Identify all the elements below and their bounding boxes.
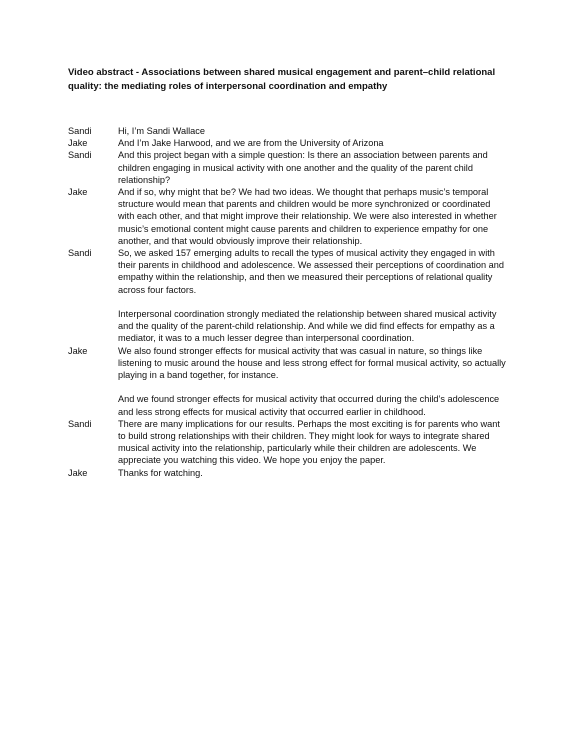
speaker-name: Jake <box>68 467 88 478</box>
spoken-text: And if so, why might that be? We had two ideas. We thought that perhaps music’s temporal structure would mean that parents and children would be more synchronized or coordinated with each other, and that might improve their relationship. We were also interested in whether music’s emotional content might cause parents and children to experience empathy for one another, and that would obviously improve their relationship. <box>118 187 497 246</box>
speaker-name: Jake <box>68 345 88 356</box>
transcript-entry <box>68 186 508 247</box>
speaker-name <box>68 393 118 417</box>
speaker-name: Sandi <box>68 248 92 259</box>
speaker-name: Jake <box>68 187 88 198</box>
spoken-text: And this project began with a simple question: Is there an association between parents and children engaging in musical activity with one another and the quality of the parent child relationship? <box>118 150 488 185</box>
speaker-name: Sandi <box>68 418 92 429</box>
transcript-entry <box>68 345 508 382</box>
paragraph-gap <box>68 381 508 393</box>
speaker-name: Jake <box>68 138 88 149</box>
speaker-name <box>68 308 118 345</box>
speaker-name: Sandi <box>68 126 92 136</box>
transcript-entry <box>68 149 508 186</box>
transcript-entry <box>68 467 508 479</box>
spoken-text: So, we asked 157 emerging adults to recall the types of musical activity they engaged in with their parents in childhood and adolescence. We assessed their perceptions of coordination and empathy within the relationship, and then we measured their perceptions of relational quality across four factors. <box>118 248 504 295</box>
paragraph-gap <box>68 296 508 308</box>
transcript <box>68 125 508 479</box>
transcript-entry <box>68 393 508 417</box>
spoken-text: Hi, I’m Sandi Wallace <box>118 126 205 136</box>
spoken-text: Thanks for watching. <box>118 467 203 478</box>
spoken-text: Interpersonal coordination strongly mediated the relationship between shared musical activity and the quality of the parent-child relationship. And while we did find effects for empathy as a mediator, it was to a much lesser degree than interpersonal coordination. <box>118 309 497 344</box>
spoken-text: We also found stronger effects for musical activity that was casual in nature, so things like listening to music around the house and less strong effect for formal musical activity, so actually playing in a band together, for instance. <box>118 345 506 381</box>
transcript-entry <box>68 247 508 296</box>
transcript-entry <box>68 308 508 345</box>
document-title: Video abstract - Associations between shared musical engagement and parent–child relational quality: the mediating roles of interpersonal coordination and empathy <box>68 67 496 92</box>
spoken-text: And I’m Jake Harwood, and we are from the University of Arizona <box>118 138 384 149</box>
transcript-entry <box>68 137 508 149</box>
transcript-entry <box>68 418 508 467</box>
spoken-text: And we found stronger effects for musical activity that occurred during the child’s adolescence and less strong effects for musical activity that occurred earlier in childhood. <box>118 394 500 417</box>
spoken-text: There are many implications for our results. Perhaps the most exciting is for parents who want to build strong relationships with their children. They might look for ways to integrate shared musical activity into the relationship, particularly while their children are adolescents. We appreciate you watching this video. We hope you enjoy the paper. <box>118 418 500 466</box>
transcript-entry <box>68 125 508 137</box>
speaker-name: Sandi <box>68 150 92 161</box>
